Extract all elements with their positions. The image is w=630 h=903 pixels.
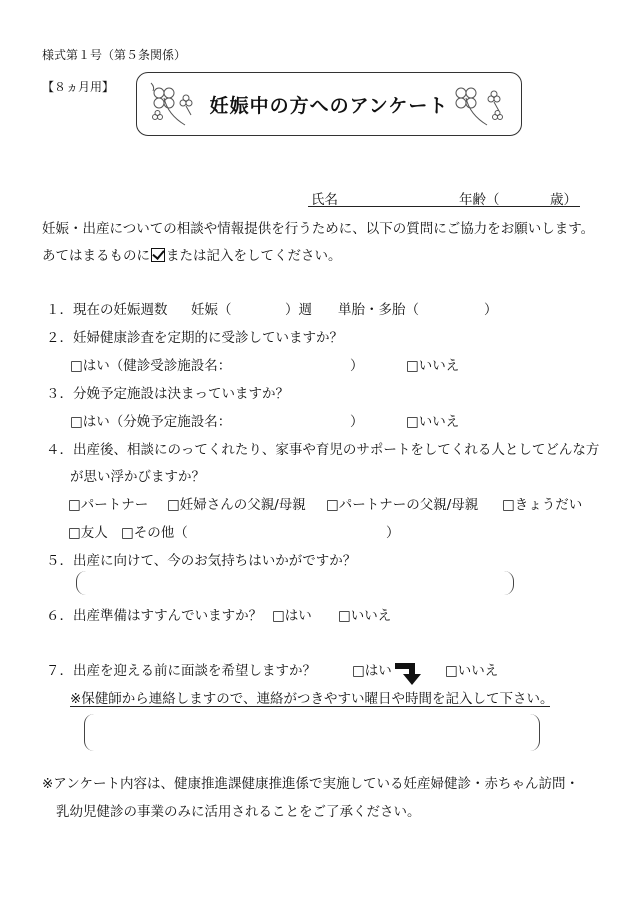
month-tag: 【８ヵ月用】 [42, 80, 115, 94]
q3-label: ３．分娩予定施設は決まっていますか？ [46, 386, 289, 402]
q1-multi-close: ） [484, 302, 498, 318]
q7-note: ※保健師から連絡しますので、連絡がつきやすい曜日や時間を記入して下さい。 [70, 691, 554, 707]
age-label: 年齢（ [459, 192, 500, 208]
q3-yes-option[interactable]: □はい（分娩予定施設名： [70, 414, 232, 430]
arrow-down-icon [394, 660, 428, 686]
q7-no-option[interactable]: □いいえ [445, 663, 499, 679]
q4-option-partner[interactable]: □パートナー [68, 497, 149, 513]
q2-no-option[interactable]: □いいえ [406, 358, 460, 374]
q7-yes-option[interactable]: □はい [352, 663, 392, 679]
q5-label: ５．出産に向けて、今のお気持ちはいかがですか？ [46, 553, 357, 569]
q4-label-line-1: ４．出産後、相談にのってくれたり、家事や育児のサポートをしてくれる人としてどんな方 [46, 442, 600, 458]
q7-label: ７．出産を迎える前に面談を希望しますか？ [46, 663, 316, 679]
q2-yes-option[interactable]: □はい（健診受診施設名： [70, 358, 232, 374]
footer-note-line-2: 乳幼児健診の事業のみに活用されることをご了承ください。 [56, 804, 421, 820]
q7-note-underline [70, 706, 550, 707]
q4-option-siblings[interactable]: □きょうだい [502, 497, 583, 513]
q4-other-close: ） [386, 525, 400, 541]
intro-line-1: 妊娠・出産についての相談や情報提供を行うために、以下の質問にご協力をお願いします。 [42, 221, 595, 237]
q4-option-partner-parents[interactable]: □パートナーの父親/母親 [326, 497, 479, 513]
q4-option-mother-parents[interactable]: □妊婦さんの父親/母親 [167, 497, 306, 513]
q6-no-option[interactable]: □いいえ [338, 608, 392, 624]
name-age-underline [308, 206, 580, 207]
q4-option-friend[interactable]: □友人 [68, 525, 108, 541]
q6-label: ６．出産準備はすすんでいますか？ [46, 608, 263, 624]
footer-note-line-1: ※アンケート内容は、健康推進課健康推進係で実施している妊産婦健診・赤ちゃん訪問・ [42, 776, 580, 792]
q1-weeks-close: ）週 [285, 302, 312, 318]
age-suffix: 歳） [550, 192, 577, 208]
intro-line-2-after: または記入をしてください。 [166, 248, 342, 264]
form-number: 様式第１号（第５条関係） [42, 48, 187, 62]
page-title: 妊娠中の方へのアンケート [209, 95, 449, 117]
intro-line-2 [42, 244, 342, 264]
q4-option-other[interactable]: □その他（ [121, 525, 188, 541]
q6-yes-option[interactable]: □はい [272, 608, 312, 624]
q1-weeks-open: 妊娠（ [191, 302, 232, 318]
q3-no-option[interactable]: □いいえ [406, 414, 460, 430]
q1-multi-open: 単胎・多胎（ [338, 302, 419, 318]
q3-close: ） [350, 414, 364, 430]
q7-contact-time-field[interactable] [84, 714, 540, 751]
q2-close: ） [350, 358, 364, 374]
checked-box-icon [151, 248, 165, 262]
q2-label: ２．妊婦健康診査を定期的に受診していますか？ [46, 330, 343, 346]
q1-label: １．現在の妊娠週数 [46, 302, 168, 318]
q4-label-line-2: が思い浮かびますか？ [70, 469, 205, 485]
name-label: 氏名 [311, 192, 338, 208]
title-box [136, 72, 522, 136]
q5-answer-field[interactable] [76, 571, 514, 595]
intro-line-2-before: あてはまるものに [42, 248, 150, 264]
